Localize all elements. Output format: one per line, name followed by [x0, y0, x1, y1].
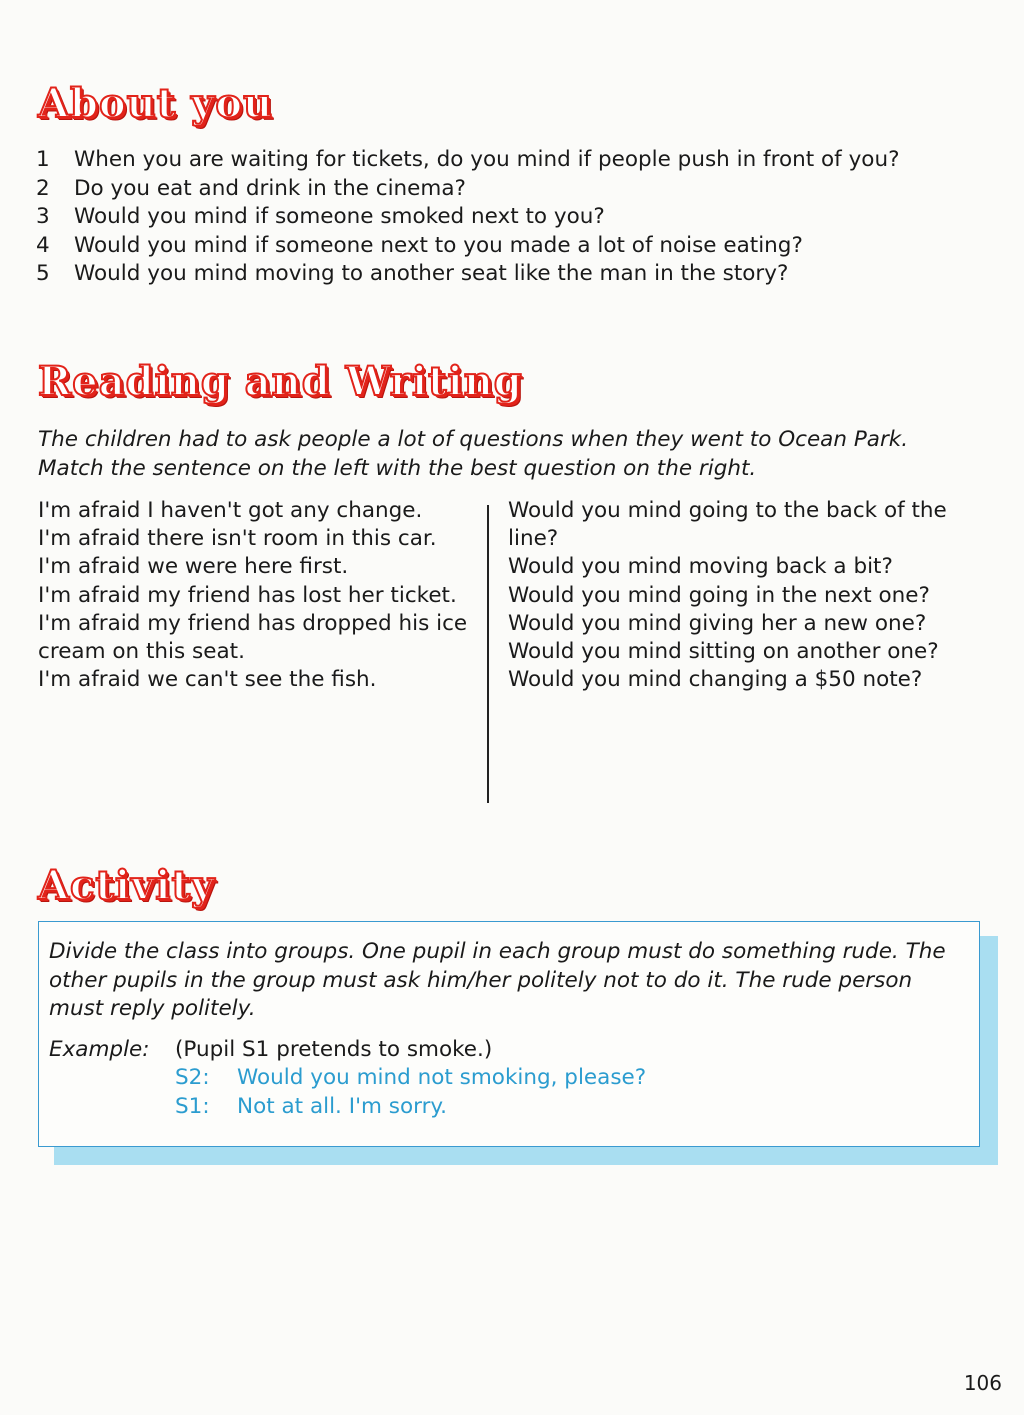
question-item	[36, 203, 956, 232]
question-text: When you are waiting for tickets, do you mind if people push in front of you?	[74, 147, 900, 172]
question-text: Would you mind if someone smoked next to you?	[74, 204, 605, 229]
question-number: 4	[36, 232, 50, 258]
question-item	[36, 175, 956, 204]
left-sentence: I'm afraid we were here first.	[38, 554, 349, 580]
left-sentence: I'm afraid we can't see the fish.	[38, 667, 377, 693]
question-item	[36, 146, 956, 175]
dialogue-speaker: S1:	[175, 1093, 210, 1119]
question-text: Would you mind moving to another seat like the man in the story?	[74, 261, 789, 286]
left-sentence: I'm afraid there isn't room in this car.	[38, 526, 437, 552]
question-item	[36, 232, 956, 261]
dialogue-text: Not at all. I'm sorry.	[237, 1093, 447, 1119]
example-body	[175, 1036, 969, 1122]
reading-writing-heading: Reading and Writing	[38, 358, 523, 405]
example-label: Example:	[49, 1036, 150, 1062]
question-number: 2	[36, 175, 50, 201]
page-number: 106	[963, 1371, 1002, 1395]
dialogue-line	[175, 1093, 969, 1122]
left-sentence: I'm afraid my friend has dropped his ice cream on this seat.	[38, 610, 468, 665]
question-number: 5	[36, 261, 50, 286]
right-questions	[508, 497, 948, 694]
question-number: 3	[36, 204, 50, 229]
question-text: Do you eat and drink in the cinema?	[74, 175, 466, 201]
right-question: Would you mind moving back a bit?	[508, 554, 893, 580]
question-text: Would you mind if someone next to you made a lot of noise eating?	[74, 232, 803, 258]
about-you-heading: About you	[38, 80, 274, 127]
activity-text: Divide the class into groups. One pupil in each group must do something rude. The other pupils in the group must ask him/her politely not to do it. The rude person must reply politely.	[49, 939, 946, 1021]
dialogue-text: Would you mind not smoking, please?	[237, 1065, 647, 1090]
example	[49, 1036, 969, 1122]
column-divider	[487, 505, 489, 803]
activity-heading: Activity	[38, 862, 216, 909]
example-intro: (Pupil S1 pretends to smoke.)	[175, 1036, 493, 1062]
question-number: 1	[36, 147, 50, 172]
right-question: Would you mind giving her a new one?	[508, 610, 927, 636]
reading-instructions: The children had to ask people a lot of questions when they went to Ocean Park. Match the sentence on the left with the best question on the right.	[38, 427, 909, 481]
right-question: Would you mind sitting on another one?	[508, 639, 939, 665]
dialogue-line	[175, 1064, 969, 1093]
right-question: Would you mind going to the back of the line?	[508, 498, 947, 552]
left-sentence: I'm afraid I haven't got any change.	[38, 498, 423, 523]
right-question: Would you mind going in the next one?	[508, 582, 930, 608]
activity-box	[38, 921, 980, 1147]
right-question: Would you mind changing a $50 note?	[508, 667, 923, 693]
question-item	[36, 260, 956, 289]
dialogue-speaker: S2:	[175, 1065, 210, 1090]
left-sentences	[38, 497, 478, 694]
about-you-questions	[36, 146, 956, 289]
left-sentence: I'm afraid my friend has lost her ticket.	[38, 582, 457, 608]
